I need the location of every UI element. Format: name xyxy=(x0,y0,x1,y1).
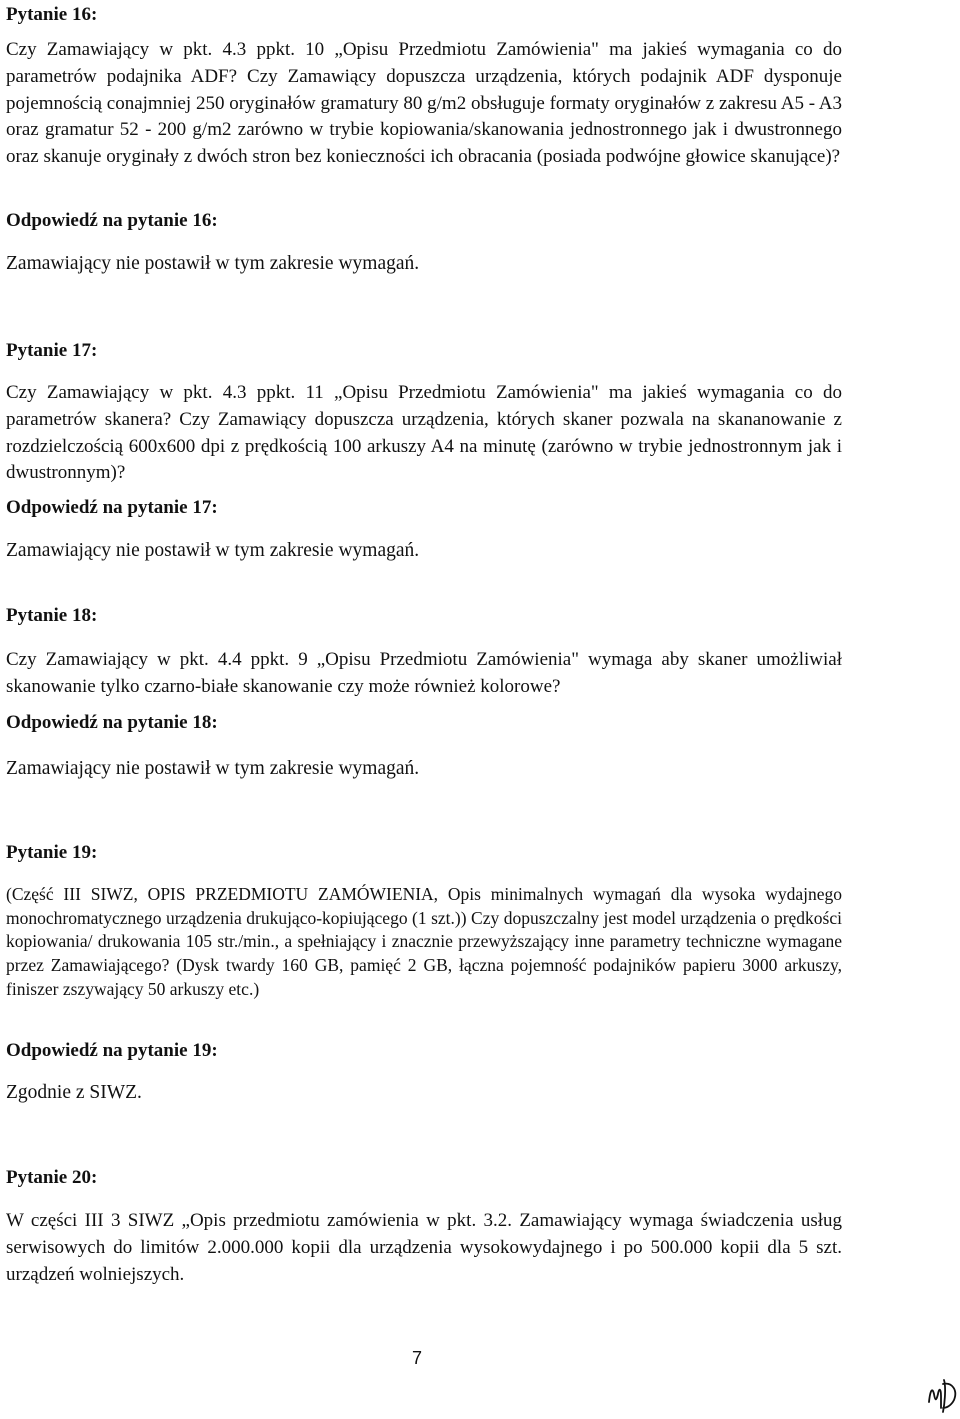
q17-text: Czy Zamawiający w pkt. 4.3 ppkt. 11 „Opisu Przedmiotu Zamówienia" ma jakieś wymagania co do parametrów skanera? Czy Zamawiący dopuszcza urządzenia, których skaner pozwala na skananowanie z rozdzielczością 600x600 dpi z prędkością 100 arkuszy A4 na minutę (zarówno w trybie jednostronnym jak i dwustronnym)? xyxy=(6,382,842,484)
q18-answer: Zamawiający nie postawił w tym zakresie wymagań. xyxy=(6,758,420,779)
q16-text: Czy Zamawiający w pkt. 4.3 ppkt. 10 „Opisu Przedmiotu Zamówienia" ma jakieś wymagania co do parametrów podajnika ADF? Czy Zamawiący dopuszcza urządzenia, których podajnik ADF dysponuje pojemnością conajmniej 250 oryginałów gramatury 80 g/m2 obsługuje formaty oryginałów z zakresu A5 - A3 oraz gramatur 52 - 200 g/m2 zarówno w trybie kopiowania/skanowania jednostronnego jak i dwustronnego oraz skanuje oryginały z dwóch stron bez konieczności ich obracania (posiada podwójne głowice skanujące)? xyxy=(6,39,842,168)
q20-text: W części III 3 SIWZ „Opis przedmiotu zamówienia w pkt. 3.2. Zamawiający wymaga świadczenia usług serwisowych do limitów 2.000.000 kopii dla urządzenia wysokowydajnego i po 500.000 kopii dla 5 szt. urządzeń wolniejszych. xyxy=(6,1210,842,1285)
q16-answer: Zamawiający nie postawił w tym zakresie wymagań. xyxy=(6,253,420,274)
q16-title: Pytanie 16: xyxy=(6,4,98,25)
q20-title: Pytanie 20: xyxy=(6,1167,98,1188)
q19-answer-title: Odpowiedź na pytanie 19: xyxy=(6,1040,218,1061)
q18-text: Czy Zamawiający w pkt. 4.4 ppkt. 9 „Opisu Przedmiotu Zamówienia" wymaga aby skaner umożliwiał skanowanie tylko czarno-białe skanowanie czy może również kolorowe? xyxy=(6,649,842,697)
handwritten-initials xyxy=(926,1372,960,1416)
q19-title: Pytanie 19: xyxy=(6,842,98,863)
page-number: 7 xyxy=(412,1348,423,1368)
q17-answer-title: Odpowiedź na pytanie 17: xyxy=(6,497,218,518)
q16-answer-title: Odpowiedź na pytanie 16: xyxy=(6,210,218,231)
q18-answer-title: Odpowiedź na pytanie 18: xyxy=(6,712,218,733)
q18-title: Pytanie 18: xyxy=(6,605,98,626)
q19-answer: Zgodnie z SIWZ. xyxy=(6,1082,142,1103)
q17-answer: Zamawiający nie postawił w tym zakresie wymagań. xyxy=(6,540,420,561)
q19-text: (Część III SIWZ, OPIS PRZEDMIOTU ZAMÓWIENIA, Opis minimalnych wymagań dla wysoka wydajnego monochromatycznego urządzenia drukująco-kopiującego (1 szt.)) Czy dopuszczalny jest model urządzenia o prędkości kopiowania/ drukowania 105 str./min., a spełniający i znacznie przewyższający inne parametry techniczne wymagane przez Zamawiającego? (Dysk twardy 160 GB, pamięć 2 GB, łączna pojemność podajników papieru 3000 arkuszy, finiszer zszywający 50 arkuszy etc.) xyxy=(6,884,842,999)
q17-title: Pytanie 17: xyxy=(6,340,98,361)
